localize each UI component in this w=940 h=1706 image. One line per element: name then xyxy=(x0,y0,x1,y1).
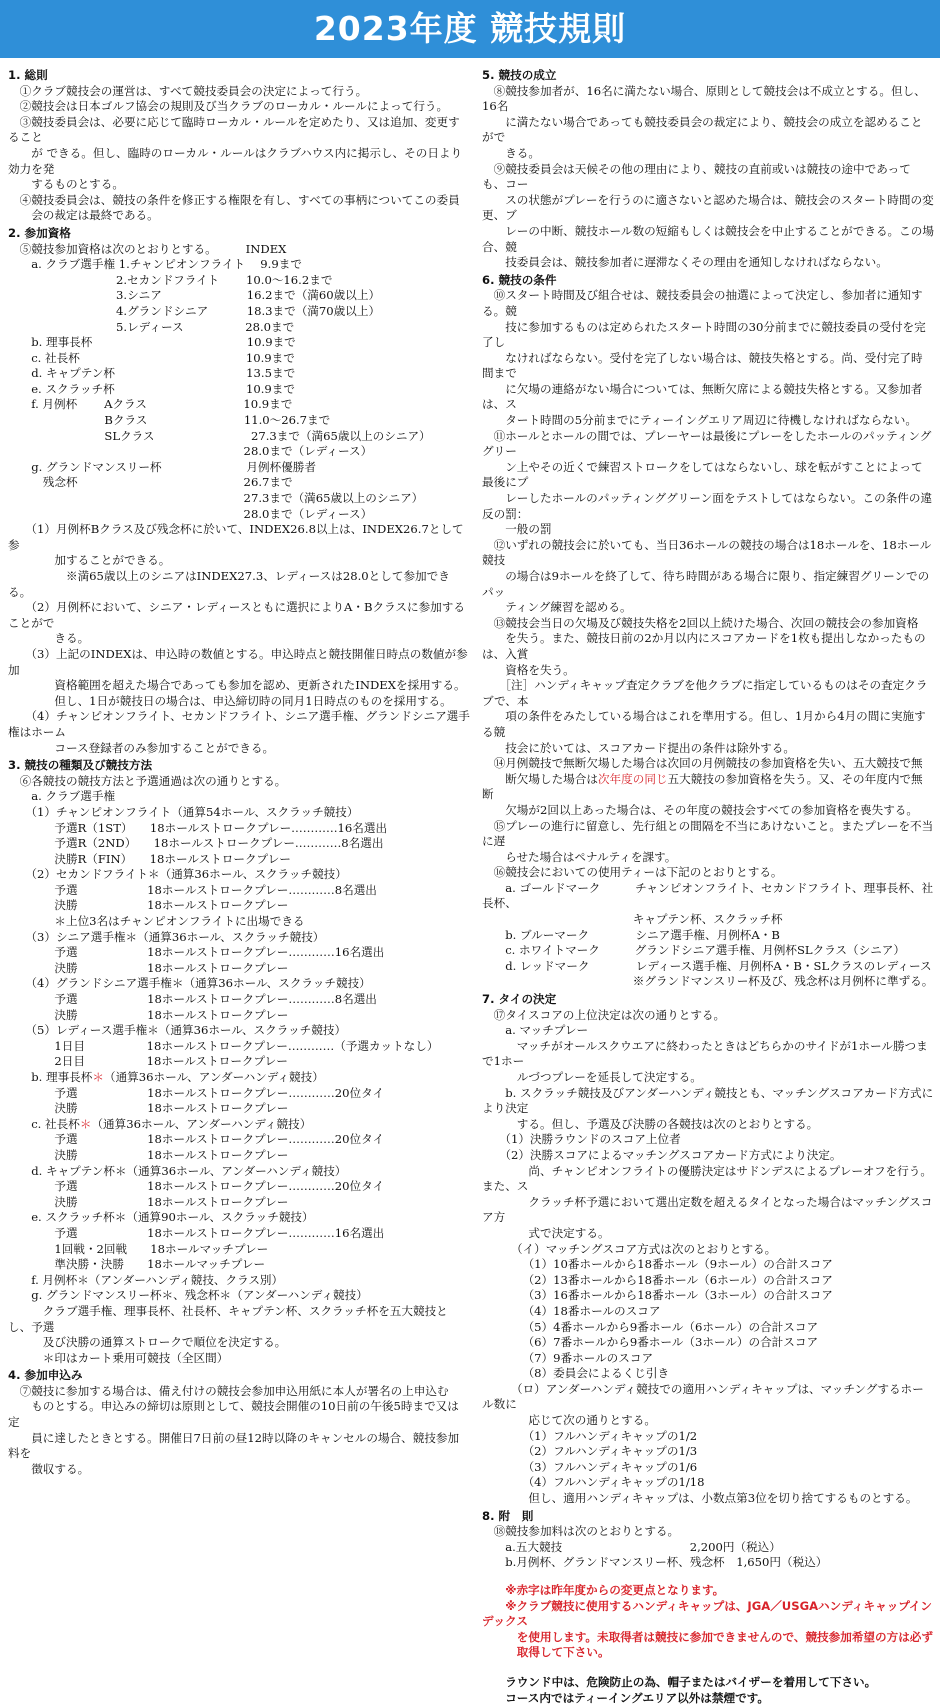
rule-line: （7）9番ホールのスコア xyxy=(482,1350,654,1365)
rule-line: ⑭月例競技で無断欠場した場合は次回の月例競技の参加資格を失い、五大競技で無 xyxy=(482,756,923,771)
rule-line: （3）フルハンディキャップの1/6 xyxy=(482,1459,698,1474)
rule-line: 員に達したときとする。開催日7日前の昼12時以降のキャンセルの場合、競技参加料を xyxy=(8,1430,460,1461)
rule-line: 資格を失う。 xyxy=(482,662,575,677)
rule-line: 予選 18ホールストロークプレー…………20位タイ xyxy=(8,1132,385,1147)
rule-line: 1回戦・2回戦 18ホールマッチプレー xyxy=(8,1241,269,1256)
note-line: 取得して下さい。 xyxy=(482,1645,610,1660)
rule-line: a. ゴールドマーク チャンピオンフライト、セカンドフライト、理事長杯、社長杯、 xyxy=(482,880,934,911)
rule-line: ⑪ホールとホールの間では、プレーヤーは最後にプレーをしたホールのパッティンググリー xyxy=(482,428,932,459)
rule-line: （5）レディース選手権＊（通算36ホール、スクラッチ競技） xyxy=(8,1023,347,1038)
rule-line: コース登録者のみ参加することができる。 xyxy=(8,740,275,755)
note-line: ※クラブ競技に使用するハンディキャップは、JGA／USGAハンディキャップインデックス xyxy=(482,1598,933,1629)
rule-line: ②競技会は日本ゴルフ協会の規則及び当クラブのローカル・ルールによって行う。 xyxy=(8,99,449,114)
rule-line: a.五大競技 2,200円（税込） xyxy=(482,1539,781,1554)
rule-line: ※満65歳以上のシニアはINDEX27.3、レディースは28.0として参加できる。 xyxy=(8,569,450,599)
rule-line: b. 理事長杯 10.9まで xyxy=(8,335,296,350)
rule-line: （3）上記のINDEXは、申込時の数値とする。申込時点と競技開催日時点の数値が参加 xyxy=(8,646,468,677)
rule-line: （1）月例杯Bクラス及び残念杯に於いて、INDEX26.8以上は、INDEX26.7として参 xyxy=(8,522,464,552)
rule-line: 決勝 18ホールストロークプレー xyxy=(8,898,289,913)
rule-line: （ロ）アンダーハンディ競技での適用ハンディキャップは、マッチングするホール数に xyxy=(482,1381,924,1412)
rule-line: （5）4番ホールから9番ホール（6ホール）の合計スコア xyxy=(482,1319,819,1334)
rule-line: b. スクラッチ競技及びアンダーハンディ競技とも、マッチングスコアカード方式により決定 xyxy=(482,1085,934,1116)
rule-line: ※グランドマンスリー杯及び、残念杯は月例杯に準ずる。 xyxy=(482,974,934,989)
rules-section xyxy=(482,1509,934,1571)
rule-line: g. グランドマンスリー杯 月例杯優勝者 xyxy=(8,459,316,474)
rule-line: （4）グランドシニア選手権＊（通算36ホール、スクラッチ競技） xyxy=(8,976,371,991)
rule-line: b. ブルーマーク シニア選手権、月例杯A・B xyxy=(482,927,780,942)
rule-line: タート時間の5分前までにティーイングエリア周辺に待機しなければならない。 xyxy=(482,413,917,428)
rule-line: a. クラブ選手権 1.チャンピオンフライト 9.9まで xyxy=(8,257,302,272)
rule-line: f. 月例杯＊（アンダーハンディ競技、クラス別） xyxy=(8,1272,284,1287)
section-heading: 6. 競技の条件 xyxy=(482,272,557,287)
changed-text: 次年度の同じ xyxy=(597,771,668,786)
rule-line: （4）18番ホールのスコア xyxy=(482,1303,661,1318)
rule-line: が できる。但し、臨時のローカル・ルールはクラブハウス内に掲示し、その日より効力を発 xyxy=(8,145,463,176)
rule-line: ⑬競技会当日の欠場及び競技失格を2回以上続けた場合、次回の競技会の参加資格 xyxy=(482,615,919,630)
closing-line: ラウンド中は、危険防止の為、帽子またはバイザーを着用して下さい。 xyxy=(482,1674,877,1689)
rule-line: 尚、チャンピオンフライトの優勝決定はサドンデスによるプレーオフを行う。また、ス xyxy=(482,1163,932,1194)
rule-line: f. 月例杯 Aクラス 10.9まで xyxy=(8,397,293,412)
page-title: 2023年度 競技規則 xyxy=(313,9,627,48)
rule-line: ⑥各競技の競技方法と予選通過は次の通りとする。 xyxy=(8,773,287,788)
rule-line: スの状態がプレーを行うのに適さないと認めた場合は、競技会のスタート時間の変更、ブ xyxy=(482,192,934,223)
section-heading: 3. 競技の種類及び競技方法 xyxy=(8,758,153,773)
rule-line: （6）7番ホールから9番ホール（3ホール）の合計スコア xyxy=(482,1335,819,1350)
rule-line: ①クラブ競技会の運営は、すべて競技委員会の決定によって行う。 xyxy=(8,83,368,98)
rule-line: 技に参加するものは定められたスタート時間の30分前までに競技委員の受付を完了し xyxy=(482,319,926,350)
rule-line: 予選R（1ST） 18ホールストロークプレー…………16名選出 xyxy=(8,820,388,835)
rule-line: 5.レディース 28.0まで xyxy=(8,319,295,334)
section-heading: 4. 参加申込み xyxy=(8,1368,83,1383)
rule-line: e. スクラッチ杯＊（通算90ホール、スクラッチ競技） xyxy=(8,1210,314,1225)
rule-line: 決勝 18ホールストロークプレー xyxy=(8,1007,289,1022)
rule-line: マッチがオールスクウエアに終わったときはどちらかのサイドが1ホール勝つまで1ホー xyxy=(482,1038,928,1069)
rule-line: d. キャプテン杯＊（通算36ホール、アンダーハンディ競技） xyxy=(8,1163,347,1178)
rule-line: （4）チャンピオンフライト、セカンドフライト、シニア選手権、グランドシニア選手権はホーム xyxy=(8,709,470,739)
rule-line: a. クラブ選手権 xyxy=(8,789,116,804)
rule-line: ＊上位3名はチャンピオンフライトに出場できる xyxy=(8,914,305,929)
rule-line: g. グランドマンスリー杯＊、残念杯＊（アンダーハンディ競技） xyxy=(8,1288,368,1303)
left-column xyxy=(8,66,470,1477)
rule-line: c. 社長杯＊（通算36ホール、アンダーハンディ競技） xyxy=(8,1116,312,1131)
rule-line: SLクラス 27.3まで（満65歳以上のシニア） xyxy=(8,428,431,443)
rules-section xyxy=(482,68,934,271)
title-banner xyxy=(0,0,940,58)
closing-line: コース内ではティーイングエリア以外は禁煙です。 xyxy=(482,1690,769,1705)
rule-line: 欠場が2回以上あった場合は、その年度の競技会すべての参加資格を喪失する。 xyxy=(482,802,918,817)
rule-line: ＊印はカート乗用可競技（全区間） xyxy=(8,1350,229,1365)
rule-line: （2）13番ホールから18番ホール（6ホール）の合計スコア xyxy=(482,1272,833,1287)
rule-line: 28.0まで（レディース） xyxy=(8,506,373,521)
rule-line: ④競技委員会は、競技の条件を修正する権限を有し、すべての事柄についてこの委員 xyxy=(8,192,460,207)
rule-line: ン上やその近くで練習ストロークをしてはならないし、球を転がすことによって最後にプ xyxy=(482,459,923,490)
rule-line: Bクラス 11.0～26.7まで xyxy=(8,413,331,428)
rule-line: 予選 18ホールストロークプレー…………20位タイ xyxy=(8,1179,385,1194)
rule-line: クラブ選手権、理事長杯、社長杯、キャプテン杯、スクラッチ杯を五大競技とし、予選 xyxy=(8,1303,448,1334)
rule-line: する。但し、予選及び決勝の各競技は次のとおりとする。 xyxy=(482,1116,819,1131)
rule-line: ⑨競技委員会は天候その他の理由により、競技の直前或いは競技の途中であっても、コー xyxy=(482,161,911,192)
rule-line: 4.グランドシニア 18.3まで（満70歳以上） xyxy=(8,303,381,318)
changed-text: ＊ xyxy=(92,1070,104,1084)
rule-line: 残念杯 26.7まで xyxy=(8,475,293,490)
rule-line: キャプテン杯、スクラッチ杯 xyxy=(482,912,783,927)
rule-line: 予選R（2ND） 18ホールストロークプレー…………8名選出 xyxy=(8,836,384,851)
rule-line: 式で決定する。 xyxy=(482,1225,610,1240)
rule-line: するものとする。 xyxy=(8,177,124,192)
section-heading: 5. 競技の成立 xyxy=(482,68,557,82)
rule-line: ⑰タイスコアの上位決定は次の通りとする。 xyxy=(482,1007,726,1022)
changed-text: ＊ xyxy=(79,1116,92,1131)
rule-line: ⑦競技に参加する場合は、備え付けの競技会参加申込用紙に本人が署名の上申込む xyxy=(8,1383,449,1398)
rule-line: ［注］ハンディキャップ査定クラブを他クラブに指定しているものはその査定クラブで、本 xyxy=(482,678,928,708)
rule-line: ⑫いずれの競技会に於いても、当日36ホールの競技の場合は18ホールを、18ホール競技 xyxy=(482,537,932,568)
rule-line: b.月例杯、グランドマンスリー杯、残念杯 1,650円（税込） xyxy=(482,1555,828,1570)
rule-line: クラッチ杯予選において選出定数を超えるタイとなった場合はマッチングスコア方 xyxy=(482,1194,933,1225)
rule-line: c. 社長杯 10.9まで xyxy=(8,350,295,365)
rule-line: （4）フルハンディキャップの1/18 xyxy=(482,1475,705,1490)
rule-line: 会の裁定は最終である。 xyxy=(8,208,159,223)
rule-line: レーの中断、競技ホール数の短縮もしくは競技会を中止することができる。この場合、競 xyxy=(482,223,934,254)
rule-line: 項の条件をみたしている場合はこれを準用する。但し、1月から4月の間に実施する競 xyxy=(482,709,926,739)
rule-line: なければならない。受付を完了しない場合は、競技失格とする。尚、受付完了時間まで xyxy=(482,350,923,381)
rules-section xyxy=(8,1368,470,1477)
rule-line: （3）シニア選手権＊（通算36ホール、スクラッチ競技） xyxy=(8,929,325,944)
rule-line: 決勝 18ホールストロークプレー xyxy=(8,1147,289,1162)
rule-line: e. スクラッチ杯 10.9まで xyxy=(8,381,295,396)
rule-line: 決勝R（FIN） 18ホールストロークプレー xyxy=(8,851,291,866)
section-heading: 7. タイの決定 xyxy=(482,992,557,1007)
rule-line: 一般の罰 xyxy=(482,522,552,537)
rule-line: に満たない場合であっても競技委員会の裁定により、競技会の成立を認めることがで xyxy=(482,114,923,145)
rule-line: （1）チャンピオンフライト（通算54ホール、スクラッチ競技） xyxy=(8,804,359,819)
rule-line: 資格範囲を超えた場合であっても参加を認め、更新されたINDEXを採用する。 xyxy=(8,678,466,693)
rule-line: （8）委員会によるくじ引き xyxy=(482,1366,670,1381)
rule-line: 2.セカンドフライト 10.0～16.2まで xyxy=(8,272,333,287)
rule-line: ③競技委員会は、必要に応じて臨時ローカル・ルールを定めたり、又は追加、変更すること xyxy=(8,114,460,145)
rule-line: きる。 xyxy=(8,631,90,646)
rule-line: ⑯競技会においての使用ティーは下記のとおりとする。 xyxy=(482,865,783,880)
rule-line: （2）決勝スコアによるマッチングスコアカード方式により決定。 xyxy=(482,1147,842,1162)
rules-section xyxy=(482,273,934,990)
rules-section xyxy=(8,226,470,756)
rules-section xyxy=(8,758,470,1366)
rule-line: 28.0まで（レディース） xyxy=(8,444,373,459)
rule-line: （2）月例杯において、シニア・レディースともに選択によりA・Bクラスに参加することがで xyxy=(8,600,465,630)
rule-line: 但し、適用ハンディキャップは、小数点第3位を切り捨てするものとする。 xyxy=(482,1491,918,1506)
rule-line: 予選 18ホールストロークプレー…………16名選出 xyxy=(8,945,385,960)
rule-line: 2日目 18ホールストロークプレー xyxy=(8,1054,288,1069)
rule-line: （2）セカンドフライト＊（通算36ホール、スクラッチ競技） xyxy=(8,867,347,882)
section-heading: 8. 附 則 xyxy=(482,1508,534,1523)
rule-line: 予選 18ホールストロークプレー…………8名選出 xyxy=(8,882,377,897)
rule-line: を失う。また、競技日前の2か月以内にスコアカードを1枚も提出しなかったものは、入賞 xyxy=(482,631,926,661)
rule-line: （1）決勝ラウンドのスコア上位者 xyxy=(482,1132,681,1147)
rule-line: b. 理事長杯＊（通算36ホール、アンダーハンディ競技） xyxy=(8,1070,324,1084)
rule-line: ⑮プレーの進行に留意し、先行組との間隔を不当にあけないこと。またプレーを不当に遅 xyxy=(482,818,934,849)
rule-line: 27.3まで（満65歳以上のシニア） xyxy=(8,491,424,506)
rule-line: （1）10番ホールから18番ホール（9ホール）の合計スコア xyxy=(482,1257,833,1272)
rule-line: d. レッドマーク レディース選手権、月例杯A・B・SLクラスのレディース xyxy=(482,958,932,973)
note-line: ※赤字は昨年度からの変更点となります。 xyxy=(482,1583,725,1597)
rule-line: 断欠場した場合は次年度の同じ五大競技の参加資格を失う。又、その年度内で無断 xyxy=(482,771,923,802)
rule-line: 応じて次の通りとする。 xyxy=(482,1413,656,1428)
rule-line: （1）フルハンディキャップの1/2 xyxy=(482,1428,698,1443)
rule-line: に欠場の連絡がない場合については、無断欠席による競技失格とする。又参加者は、ス xyxy=(482,381,923,412)
rule-line: 但し、1日が競技日の場合は、申込締切時の同月1日時点のものを採用する。 xyxy=(8,693,452,708)
rule-line: 予選 18ホールストロークプレー…………20位タイ xyxy=(8,1085,385,1100)
rule-line: 決勝 18ホールストロークプレー xyxy=(8,960,289,975)
rule-line: 及び決勝の通算ストロークで順位を決定する。 xyxy=(8,1335,287,1350)
rule-line: レーしたホールのパッティンググリーン面をテストしてはならない。この条件の違反の罰： xyxy=(482,491,933,521)
rule-line: 技会に於いては、スコアカード提出の条件は除外する。 xyxy=(482,740,795,755)
rule-line: 技委員会は、競技参加者に遅滞なくその理由を通知しなければならない。 xyxy=(482,255,888,270)
rule-line: ⑤競技参加資格は次のとおりとする。 INDEX xyxy=(8,241,287,256)
rule-line: 予選 18ホールストロークプレー…………16名選出 xyxy=(8,1225,385,1240)
rule-line: ティング練習を認める。 xyxy=(482,600,632,615)
change-notes xyxy=(482,1583,934,1661)
right-column xyxy=(482,66,934,1706)
rule-line: 1日目 18ホールストロークプレー…………（予選カットなし） xyxy=(8,1038,439,1053)
rule-line: 3.シニア 16.2まで（満60歳以上） xyxy=(8,288,381,303)
rule-line: きる。 xyxy=(482,145,540,160)
rule-line: 決勝 18ホールストロークプレー xyxy=(8,1101,289,1116)
rule-line: （3）16番ホールから18番ホール（3ホール）の合計スコア xyxy=(482,1288,833,1303)
rule-line: の場合は9ホールを終了して、待ち時間がある場合に限り、指定練習グリーンでのパッ xyxy=(482,569,930,599)
rule-line: 加することができる。 xyxy=(8,553,171,568)
rule-line: （2）フルハンディキャップの1/3 xyxy=(482,1444,698,1459)
closing-notice xyxy=(482,1675,934,1706)
section-heading: 1. 総則 xyxy=(8,68,48,82)
rule-line: （イ）マッチングスコア方式は次のとおりとする。 xyxy=(482,1241,777,1256)
section-heading: 2. 参加資格 xyxy=(8,225,71,240)
rule-line: 準決勝・決勝 18ホールマッチプレー xyxy=(8,1257,266,1272)
rule-line: ⑱競技参加料は次のとおりとする。 xyxy=(482,1524,680,1539)
rule-line: 決勝 18ホールストロークプレー xyxy=(8,1194,289,1209)
rules-section xyxy=(8,68,470,224)
rule-line: ⑧競技参加者が、16名に満たない場合、原則として競技会は不成立とする。但し、16名 xyxy=(482,83,926,114)
rule-line: ⑩スタート時間及び組合せは、競技委員会の抽選によって決定し、参加者に通知する。競 xyxy=(482,288,923,318)
rule-line: ものとする。申込みの締切は原則として、競技会開催の10日前の午後5時まで又は定 xyxy=(8,1399,459,1430)
note-line: を使用します。未取得者は競技に参加できませんので、競技参加希望の方は必ず xyxy=(482,1629,933,1644)
rule-line: c. ホワイトマーク グランドシニア選手権、月例杯SLクラス（シニア） xyxy=(482,943,905,958)
rule-line: 徴収する。 xyxy=(8,1461,90,1476)
rule-line: d. キャプテン杯 13.5まで xyxy=(8,366,296,381)
rule-line: らせた場合はペナルティを課す。 xyxy=(482,849,677,864)
rule-line: a. マッチプレー xyxy=(482,1023,589,1038)
rule-line: ルづつプレーを延長して決定する。 xyxy=(482,1070,702,1084)
rule-line: 予選 18ホールストロークプレー…………8名選出 xyxy=(8,992,377,1007)
rules-section xyxy=(482,992,934,1507)
